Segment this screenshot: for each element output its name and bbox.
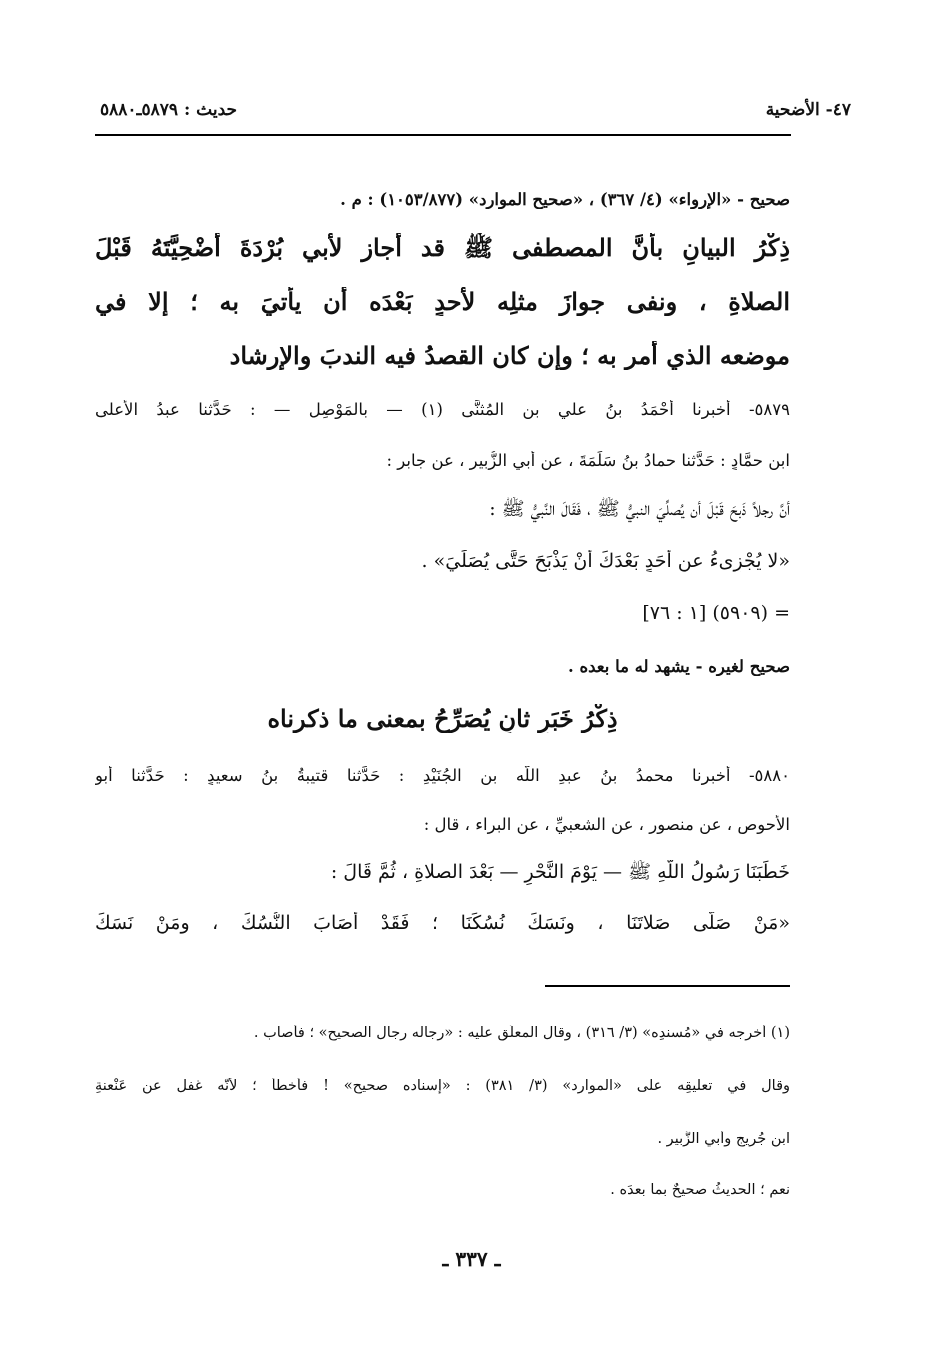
chapter-header: ٤٧- الأضحية	[765, 100, 851, 120]
hadith-5880-matn-line-1: خَطَبَنَا رَسُولُ اللَّهِ ﷺ — يَوْمَ النَّحْرِ — بَعْدَ الصلاةِ ، ثُمَّ قَالَ :	[330, 861, 790, 883]
section-heading-2: ذِكْرُ خَبَرٍ ثانٍ يُصَرِّحُ بمعنى ما ذكرناه	[267, 704, 618, 733]
hadith-5880-matn-line-2: «مَنْ صَلَّى صَلاتَنَا ، ونَسَكَ نُسُكَنَا ؛ فَقَدْ أَصَابَ النُّسُكَ ، ومَنْ نَسَكَ	[95, 912, 790, 934]
chapter-heading-line-2: الصلاةِ ، ونفى جوازَ مثلِه لأحدٍ بَعْدَه أن يأتيَ به ؛ إلا في	[95, 287, 790, 316]
hadith-5879-matn-line-1: أنَّ رجلاً ذَبحَ قَبْلَ أن يُصلِّيَ النبيُّ ﷺ ، فَقَالَ النَّبيُّ ﷺ :	[489, 498, 790, 520]
hadith-5879-grading: صحيح لغيره - يشهد له ما بعده .	[568, 657, 790, 676]
chapter-heading-line-1: ذِكْرُ البيانِ بأنَّ المصطفى ﷺ قد أجاز لأبي بُرْدَةَ أُضْحِيَّتَهُ قَبْلَ	[95, 233, 790, 262]
footnote-1-line-4: نعم ؛ الحديثُ صحيحٌ بما بعدَه .	[610, 1182, 790, 1198]
hadith-range-header: حديث : ٥٨٧٩ـ٥٨٨٠	[100, 100, 238, 120]
hadith-5879-isnad-line-1: ٥٨٧٩- أخبرنا أَحْمَدُ بنُ علي بنِ المُثنَّى (١) — بالمَوْصِلِ — : حَدَّثنا عبدُ الأعلى	[95, 400, 790, 419]
hadith-5879-matn-line-2: «لا يُجْزِىءُ عن أَحَدٍ بَعْدَكَ أَنْ يَذْبَحَ حَتَّى يُصَلِّيَ» .	[421, 550, 790, 572]
header-rule	[95, 134, 791, 136]
hadith-5880-isnad-line-2: الأحوص ، عن منصور ، عن الشعبيِّ ، عن البراء ، قال :	[423, 815, 790, 834]
footnote-separator	[545, 985, 790, 987]
footnote-1-line-2: وقال في تعليقِه على «الموارد» (٣/ ٣٨١) : «إسناده صحيح» ! فأخطأ ؛ لأنَّه غفل عن عَنْعنةِ	[95, 1078, 790, 1094]
chapter-heading-line-3: موضعه الذي أمر به ؛ وإن كان القصدُ فيه الندبَ والإرشاد	[229, 341, 790, 370]
hadith-5879-isnad-line-2: ابن حمَّادٍ : حَدَّثنا حمادُ بنُ سَلَمَةَ ، عن أبي الزُّبير ، عن جابر :	[386, 451, 790, 470]
footnote-1-line-3: ابنِ جُريجٍ وأبي الزُّبير .	[657, 1131, 790, 1147]
grading-top: صحيح - «الإرواء» (٤/ ٣٦٧) ، «صحيح الموارد» (١٠٥٣/٨٧٧) : م .	[340, 190, 790, 209]
footnote-1-line-1: (١) أخرجه في «مُسندِه» (٣/ ٣١٦) ، وقال المعلِّق عليه : «رجاله رجال الصحيح» ؛ فأصاب .	[253, 1025, 790, 1041]
hadith-5880-isnad-line-1: ٥٨٨٠- أخبرنا محمدُ بنُ عبدِ اللَّه بنِ الجُنَيْدِ : حَدَّثنا قتيبةُ بنُ سعيدٍ : حَدَّثنا أبو	[95, 766, 790, 785]
hadith-5879-reference: = (٥٩٠٩) [١ : ٧٦]	[642, 602, 790, 624]
page-number: ـ ٣٣٧ ـ	[442, 1247, 501, 1271]
